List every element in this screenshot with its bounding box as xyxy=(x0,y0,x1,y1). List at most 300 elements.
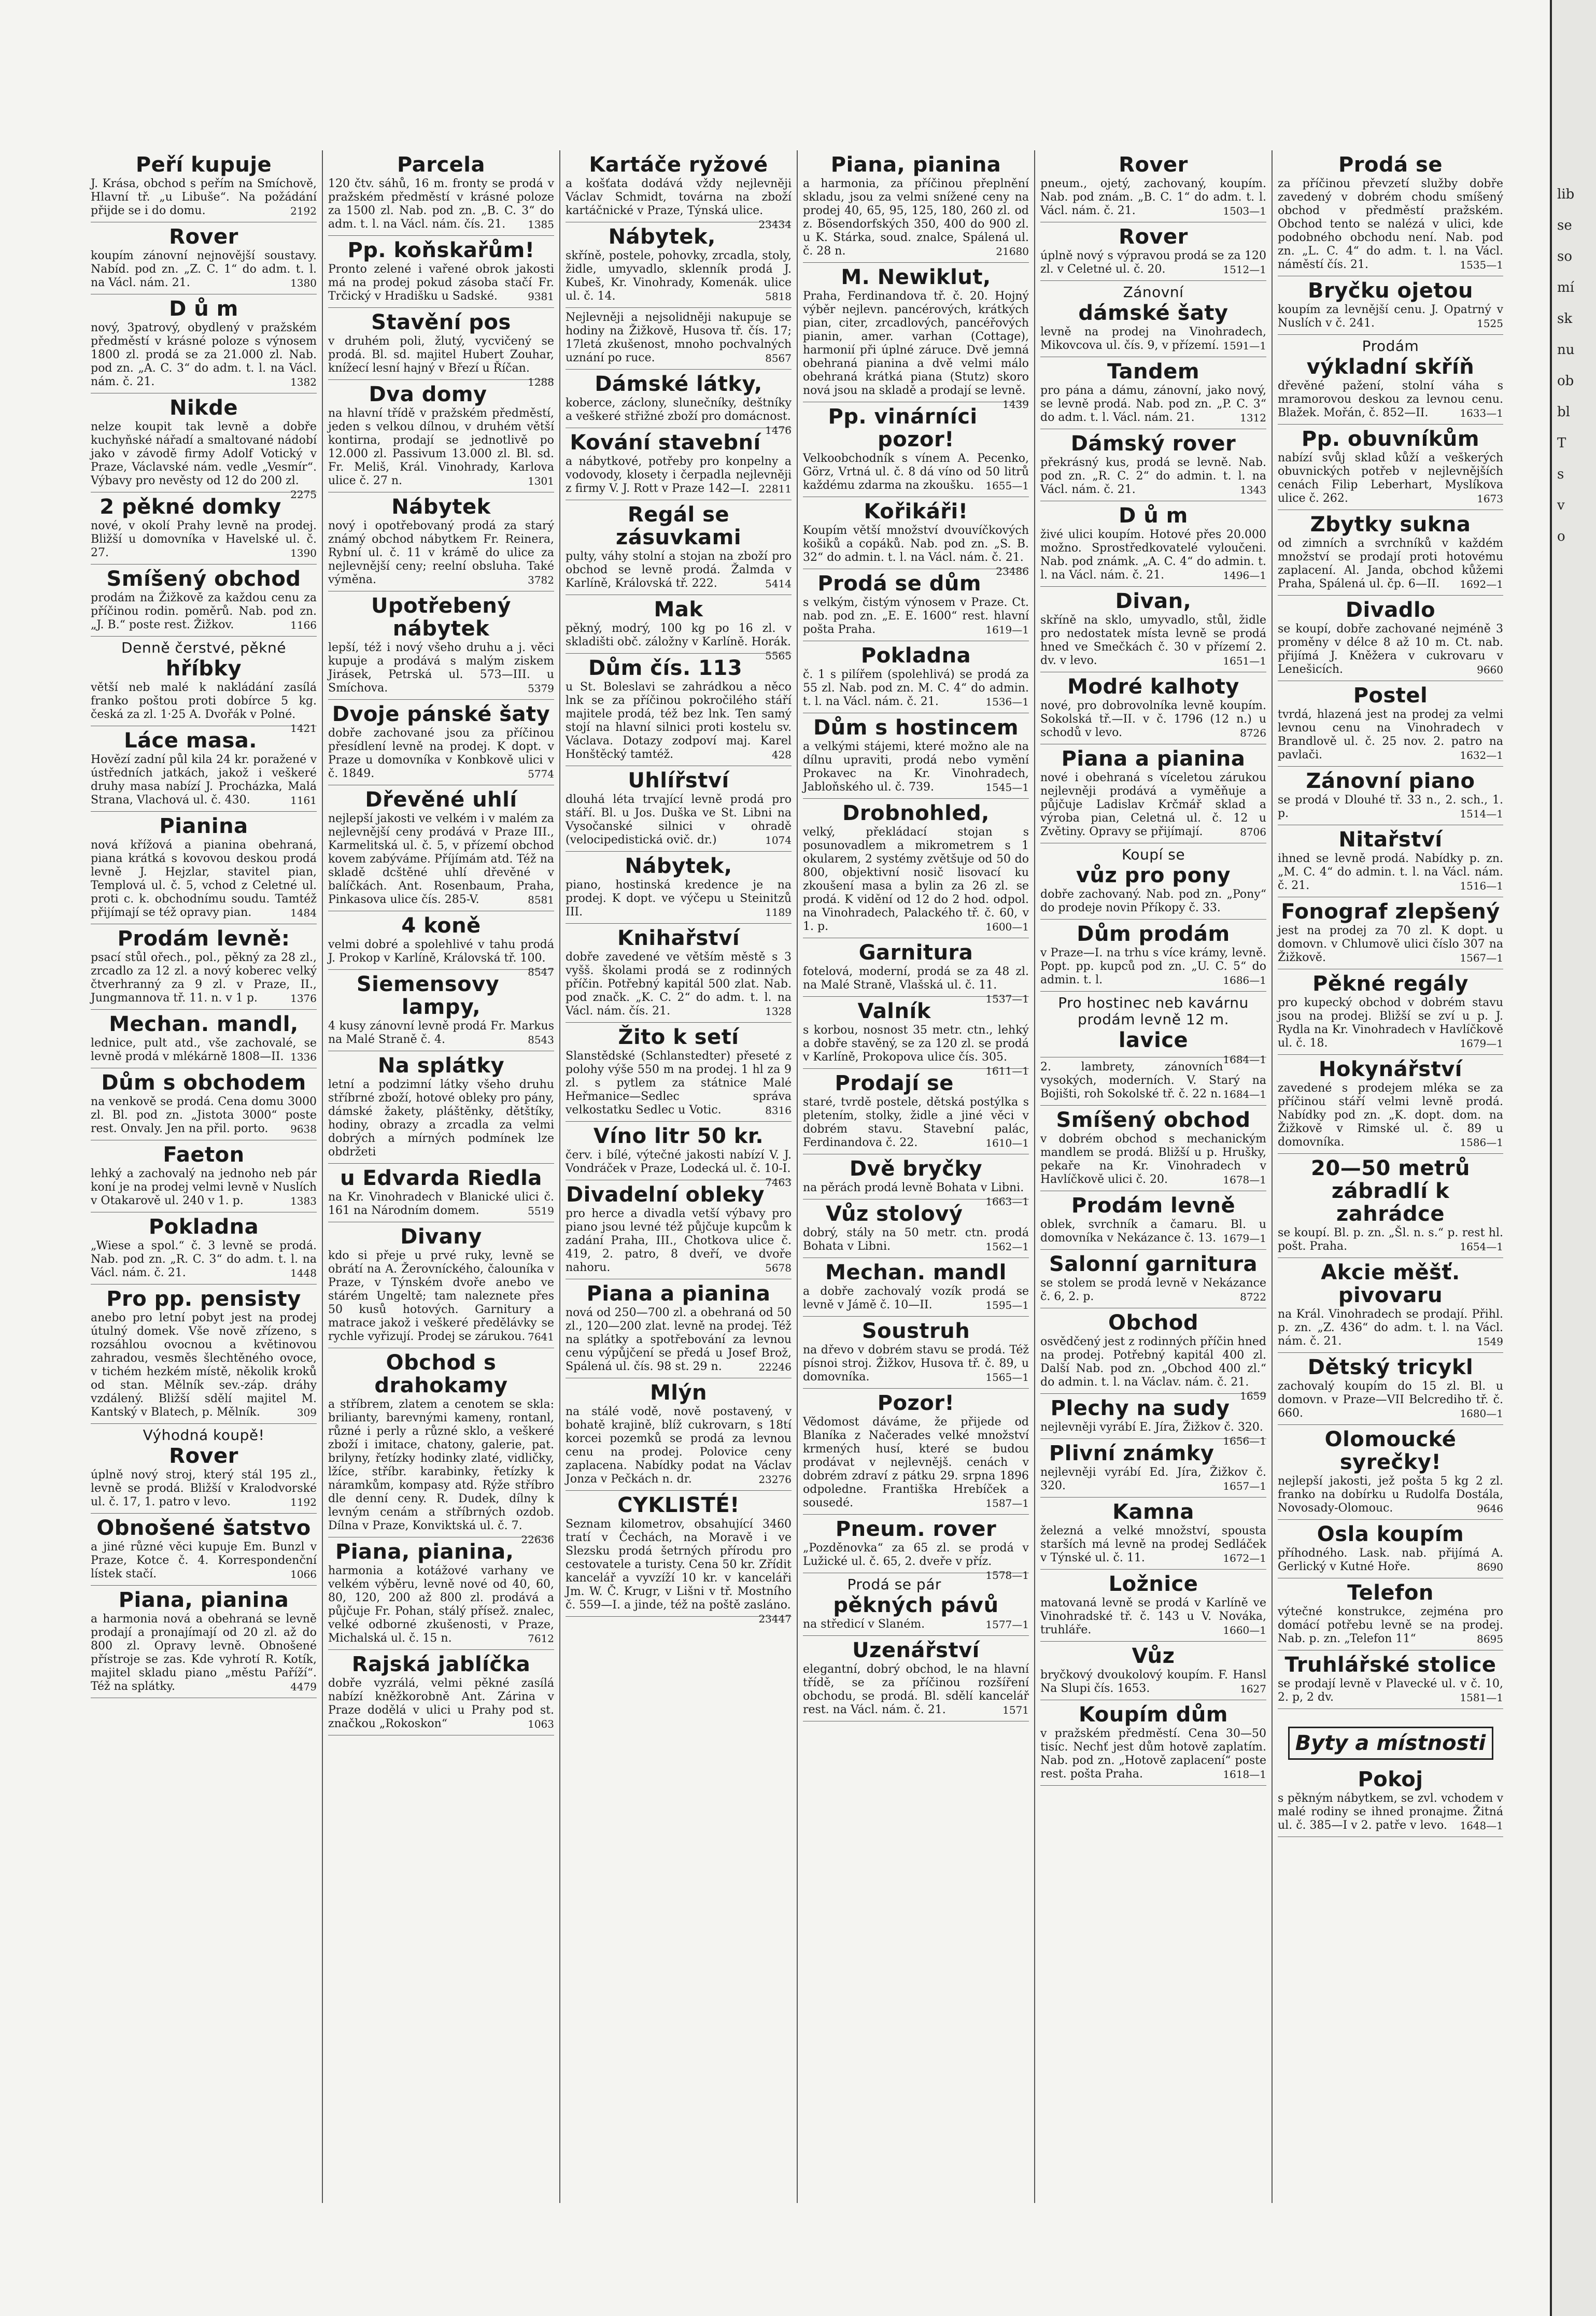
ad-code: 1537—1 xyxy=(985,993,1029,1005)
ad-title: Pokladna xyxy=(860,644,971,668)
ad-code: 1535—1 xyxy=(1460,259,1503,271)
classified-ad xyxy=(803,1515,1029,1581)
ad-title: Osla koupím xyxy=(1317,1522,1464,1546)
classified-ad xyxy=(1278,825,1503,897)
ad-title: Garnitura xyxy=(858,941,973,965)
ad-code: 8695 xyxy=(1477,1633,1503,1645)
ad-text: piano, hostinská kredence je na prodej. K dopt. ve výčepu u Steinitzů III. 1189 xyxy=(566,879,792,919)
ad-title: Faeton xyxy=(163,1143,245,1167)
ad-text: u St. Boleslavi se zahrádkou a něco lnk se za příčinou pokročilého stáří majitele prodá, též bez lnk. Ten samý stojí na hlavní silnici proti kostelu sv. Václava. Dotazy zodpoví maj. Karel Honštěcký tamtéž. 428 xyxy=(566,681,792,761)
ad-title: Obnošené šatstvo xyxy=(96,1516,311,1540)
ad-text: a velkými stájemi, které možno ale na dílnu upraviti, prodá nebo vymění Prokavec na Kr. Vinohradech, Jabloňského ul. č. 739. 1545—1 xyxy=(803,740,1029,794)
ad-title: vůz pro pony xyxy=(1076,864,1231,887)
classified-ad xyxy=(803,1573,1029,1636)
ad-title: 20—50 metrů zábradlí k zahrádce xyxy=(1311,1156,1470,1226)
ad-title: Prodá se xyxy=(1338,153,1443,177)
classified-ad xyxy=(1040,672,1266,744)
ad-title: Dům s obchodem xyxy=(101,1071,306,1095)
classified-ad xyxy=(803,1258,1029,1317)
classified-ad xyxy=(91,1140,317,1212)
classified-ad xyxy=(1278,1055,1503,1154)
ad-text: od zimních a svrchníků v každém množství se prodají proti hotovému zaplacení. Al. Janda, obchod kůžemi Praha, Spálená ul. čp. 6—II. 1692—1 xyxy=(1278,537,1503,590)
ad-text: zachovalý koupím do 15 zl. Bl. u domovn. v Praze—VII Belcrediho tř. č. 660. 1680—1 xyxy=(1278,1380,1503,1420)
ad-title: Dům s hostincem xyxy=(813,716,1019,740)
ad-title: Uzenářství xyxy=(852,1639,980,1662)
classified-ad xyxy=(566,924,792,1023)
ad-text: a jiné různé věci kupuje Em. Bunzl v Praze, Kotce č. 4. Korrespondenční lístek stačí. 1066 xyxy=(91,1541,317,1580)
classified-ad xyxy=(1040,501,1266,587)
ad-text: červ. i bílé, výtečné jakosti nabízí V. J. Vondráček v Praze, Lodecká ul. č. 10-I. 7463 xyxy=(566,1149,792,1189)
classified-ad xyxy=(1278,1353,1503,1425)
ad-text: jest na prodej za 70 zl. K dopt. u domovn. v Chlumově ulici číslo 307 na Žižkově. 1567—1 xyxy=(1278,924,1503,964)
classified-ad xyxy=(91,1068,317,1140)
classified-ad xyxy=(91,1424,317,1514)
classified-ad xyxy=(328,1348,554,1546)
ad-code: 8567 xyxy=(765,352,792,364)
classified-ad xyxy=(91,222,317,294)
ad-code: 1610—1 xyxy=(985,1137,1029,1149)
classified-ad xyxy=(803,402,1029,497)
ad-title: Pro pp. pensisty xyxy=(106,1287,301,1311)
ad-text: Seznam kilometrov, obsahující 3460 tratí v Čechách, na Moravě i ve Slezsku prodá šetrných přírodu pro cestovatele a turisty. Cena 50 kr. Zřídit kancelář a vyvzíží 10 kr. v kanceláři Jm. W. Č. Krugr, v Lišni v tř. Mostního č. 559—I. a jinde, též na poště zasláno. 23447 xyxy=(566,1518,792,1625)
ad-text: pro kupecký obchod v dobrém stavu jsou na prodej. Bližší se zví u p. J. Rydla na Kr. Vinohradech v Havlíčkově ul. č. 18. 1679—1 xyxy=(1278,996,1503,1050)
classified-ad xyxy=(1278,510,1503,596)
ad-title: Zánovní piano xyxy=(1306,769,1475,793)
classified-ad xyxy=(91,924,317,1010)
ad-text: nová od 250—700 zl. a obehraná od 50 zl., 120—200 zlat. levně na prodej. Též na splátky a spotřebování za levnou cenu výpůjčení se předá u Josef Brož, Spálená ul. čís. 98 st. 29 n. 22246 xyxy=(566,1306,792,1373)
ad-title: Prodají se xyxy=(835,1071,954,1095)
classified-ad xyxy=(328,1537,554,1650)
classified-ad xyxy=(1278,150,1503,276)
ad-text: velmi dobré a spolehlivé v tahu prodá J. Prokop v Karlíně, Královská tř. 100. 8547 xyxy=(328,938,554,978)
ad-text: nové, v okolí Prahy levně na prodej. Bližší u domovníka v Havelské ul. č. 27. 1390 xyxy=(91,519,317,559)
classified-ad xyxy=(1278,1258,1503,1353)
ad-text: lepší, též i nový všeho druhu a j. věci kupuje a prodává s malým ziskem Jirásek, Petrská ul. 573—III. u Smíchova. 5379 xyxy=(328,641,554,695)
ad-pretitle: Zánovní xyxy=(1123,284,1184,301)
classified-ad xyxy=(566,1279,792,1378)
column-5 xyxy=(1035,150,1273,2203)
ad-code: 5379 xyxy=(528,682,554,695)
ad-title: Valník xyxy=(857,999,931,1023)
ad-code: 8543 xyxy=(528,1034,554,1046)
ad-code: 1288 xyxy=(528,376,554,388)
classified-ad xyxy=(566,222,792,308)
ad-code: 2192 xyxy=(290,205,317,217)
ad-code: 1439 xyxy=(1002,398,1029,411)
ad-title: Dvě bryčky xyxy=(849,1157,983,1181)
ad-code: 22246 xyxy=(758,1361,792,1373)
ad-text: úplně nový stroj, který stál 195 zl., levně se prodá. Bližší v Kralodvorské ul. č. 17, 1. patro v levo. 1192 xyxy=(91,1468,317,1508)
ad-code: 1655—1 xyxy=(985,479,1029,492)
ad-code: 1633—1 xyxy=(1460,407,1503,419)
classified-ad xyxy=(566,1180,792,1279)
ad-text: Koupím větší množství dvouvíčkových košiků a copáků. Nab. pod zn. „S. B. 32“ do admin. t. l. na Václ. nám. č. 21. 23486 xyxy=(803,524,1029,577)
ad-text: s velkým, čistým výnosem v Praze. Ct. nab. pod zn. „E. E. 1600“ rest. hlavní pošta Praha. 1619—1 xyxy=(803,596,1029,636)
ad-code: 23276 xyxy=(758,1473,792,1486)
ad-text: a košťata dodává vždy nejlevněji Václav Schmidt, továrna na zboží kartáčnické v Praze, Týnská ulice. 23434 xyxy=(566,177,792,231)
classified-ad xyxy=(328,970,554,1051)
ad-text: v dobrém obchod s mechanickým mandlem se prodá. Bližší u p. Hrušky, pekaře na Kr. Vinohradech v Havlíčkově ulici č. 20. 1678—1 xyxy=(1040,1133,1266,1186)
classified-ad xyxy=(91,1586,317,1698)
ad-title: Peří kupuje xyxy=(135,153,272,177)
edge-text-fragment: sk xyxy=(1557,311,1573,327)
ad-text: nabízí svůj sklad kůží a veškerých obuvnických potřeb v nejlevnějších cenách Filip Leberhart, Myslíkova ulice č. 262. 1673 xyxy=(1278,451,1503,505)
ad-title: hříbky xyxy=(165,657,242,681)
ad-text: a stříbrem, zlatem a cenotem se skla: brilianty, barevnými kameny, rontanl, různé i perly a různé sklo, a veškeré zboží i imitace, chatony, galerie, pat. brilyny, řetízky hodinky zlaté, vidličky, lžíce, stříbr. karabinky, řetízky k náramkům, kompasy atd. Rýže stříbro dle denní ceny. R. Dudek, dílny k levným cenám a stříbrných ozdob. Dílna v Praze, Konviktská ul. č. 7. 22636 xyxy=(328,1398,554,1546)
ad-text: a harmonia, za příčinou přeplnění skladu, jsou za velmi snížené ceny na prodej 40, 65, 95, 125, 180, 260 zl. od z. Bösendorfských 350, 400 do 900 zl. u K. Stárka, soud. znalce, Spálená ul. č. 28 n. 21680 xyxy=(803,177,1029,258)
classified-ad xyxy=(1040,1250,1266,1308)
ad-text: se koupí, dobře zachované nejméně 3 proměny v délce 8 až 10 m. Ct. nab. přijímá J. Kněžera v cukrovaru v Lenešicích. 9660 xyxy=(1278,623,1503,676)
ad-text: v pražském předměstí. Cena 30—50 tisíc. Nechť jest dům hotově zaplatím. Nab. pod zn. „Hotově zaplacení“ poste rest. pošta Praha. 1618—1 xyxy=(1040,1727,1266,1781)
ad-title: Koupím dům xyxy=(1079,1703,1228,1727)
classified-ad xyxy=(566,150,792,231)
ad-title: Nábytek, xyxy=(625,854,732,878)
ad-code: 22636 xyxy=(521,1533,554,1546)
ad-text: a dobře zachovalý vozík prodá se levně v Jámě č. 10—II. 1595—1 xyxy=(803,1285,1029,1311)
ad-text: Hovězí zadní půl kila 24 kr. poražené v ústředních jatkách, jakož i veškeré druhy masa nabízí J. Procházka, Malá Strana, Vlachová ul. č. 430. 1161 xyxy=(91,753,317,807)
ad-text: anebo pro letní pobyt jest na prodej útulný domek. Vše nově zřízeno, s rozsáhlou ovocnou a květinovou zahradou, vesměs šlechtěného ovoce, v tichém hezkém místě, několik kroků od stan. Mělník sev.-záp. dráhy vzdálený. Bližší sdělí majitel M. Kantský v Blatech, p. Mělník. 309 xyxy=(91,1311,317,1419)
ad-text: J. Krása, obchod s peřím na Smíchově, Hlavní tř. „u Libuše“. Na požádání přijde se i do domu. 2192 xyxy=(91,177,317,217)
classified-ad xyxy=(328,785,554,911)
ad-title: Salonní garnitura xyxy=(1049,1252,1258,1276)
ad-text: koberce, záclony, slunečníky, deštníky a veškeré střižné zboží pro domácnost. 1476 xyxy=(566,397,792,436)
classified-ad xyxy=(566,852,792,924)
ad-title: Piana, pianina xyxy=(118,1588,289,1612)
ad-text: pěkný, modrý, 100 kg po 16 zl. v skladišti obč. záložny v Karlíně. Horák. 5565 xyxy=(566,622,792,662)
ad-text: lehký a zachovalý na jednoho neb pár koní je na prodej velmi levně v Nuslích v Otakarově ul. 240 v 1. p. 1383 xyxy=(91,1167,317,1207)
ad-title: Na splátky xyxy=(377,1054,505,1078)
ad-title: Tandem xyxy=(1107,360,1200,384)
ad-title: Piana, pianina, xyxy=(335,1540,514,1564)
ad-text: pro herce a divadla vetší výbavy pro piano jsou levné též půjčuje kupcům k zadání Praha, III., Chotkova ulice č. 419, 2. patro, 8 dveří, ve dvoře nahoru. 5678 xyxy=(566,1207,792,1274)
classified-ad xyxy=(803,1154,1029,1208)
classified-ad xyxy=(328,1650,554,1735)
ad-title: Pneum. rover xyxy=(835,1517,997,1541)
ad-title: Pianina xyxy=(159,814,248,838)
ad-code: 8722 xyxy=(1240,1291,1266,1303)
ad-text: dobře zachovaný. Nab. pod zn. „Pony“ do prodeje novin Příkopy č. 33. xyxy=(1040,888,1266,914)
ad-code: 1679—1 xyxy=(1223,1232,1266,1245)
classified-ad xyxy=(328,150,554,236)
ad-title: Dětský tricykl xyxy=(1307,1355,1474,1379)
ad-title: Prodá se dům xyxy=(817,572,982,596)
classified-ad xyxy=(1278,767,1503,825)
ad-title: lavice xyxy=(1118,1028,1189,1052)
ad-title: Rover xyxy=(1119,225,1188,249)
ad-code: 1619—1 xyxy=(985,624,1029,636)
ad-text: na pěrách prodá levně Bohata v Libni. 1663—1 xyxy=(803,1181,1029,1208)
classified-ad xyxy=(1040,920,1266,992)
ad-code: 4479 xyxy=(290,1680,317,1693)
classified-ad xyxy=(566,1122,792,1189)
classified-ad xyxy=(328,591,554,700)
ad-title: D ů m xyxy=(1119,504,1188,528)
ad-code: 1578—1 xyxy=(985,1569,1029,1581)
ad-code: 1380 xyxy=(290,277,317,289)
ad-title: Plivní známky xyxy=(1049,1442,1214,1465)
ad-text: letní a podzimní látky všeho druhu stříbrné zboží, hotové obleky pro pány, dámské žakety, pláštěnky, dětštíky, hodiny, obrazy a zrcadla za velmi dobrých a mírných podmínek lze obdržeti xyxy=(328,1078,554,1159)
ad-code: 8726 xyxy=(1240,727,1266,739)
ad-code: 5565 xyxy=(765,649,792,662)
column-4 xyxy=(798,150,1035,2203)
ad-title: Divadlo xyxy=(1345,598,1436,622)
column-6 xyxy=(1273,150,1508,2203)
ad-text: dobrý, stály na 50 metr. ctn. prodá Bohata v Libni. 1562—1 xyxy=(803,1226,1029,1253)
ad-title: Zbytky sukna xyxy=(1310,513,1471,536)
classified-ad xyxy=(1040,1308,1266,1402)
ad-text: skříně, postele, pohovky, zrcadla, stoly, židle, umyvadlo, sklenník prodá J. Kubeš, Kr. Vinohrady, Komenák. ulice ul. č. 14. 5818 xyxy=(566,249,792,303)
classified-ad xyxy=(566,428,792,500)
ad-title: D ů m xyxy=(169,297,238,321)
ad-title: Piana a pianina xyxy=(586,1282,771,1306)
ad-code: 1686—1 xyxy=(1223,974,1266,986)
ad-pretitle: Koupí se xyxy=(1121,846,1185,863)
ad-code: 1679—1 xyxy=(1460,1037,1503,1050)
classified-ad xyxy=(803,1317,1029,1389)
ad-title: Pp. vinárníci pozor! xyxy=(828,405,978,451)
ad-code: 1448 xyxy=(290,1267,317,1279)
ad-title: Dřevěné uhlí xyxy=(365,788,517,812)
ad-code: 1618—1 xyxy=(1223,1768,1266,1781)
classified-ad xyxy=(1040,1570,1266,1642)
ad-code: 1567—1 xyxy=(1460,952,1503,964)
ad-text: na Král. Vinohradech se prodají. Přihl. p. zn. „Z. 436“ do adm. t. l. na Václ. nám. č. 21. 1549 xyxy=(1278,1308,1503,1348)
ad-title: 4 koně xyxy=(401,914,481,938)
ad-pretitle: Pro hostinec neb kavárnu prodám levně 12 m. xyxy=(1058,994,1249,1028)
ad-text: a harmonia nová a obehraná se levně prodají a pronajímají od 20 zl. až do 800 zl. Opravy levně. Obnošené přístroje se zas. Kde vyhrotí R. Kotík, majitel skladu piano „městu Paříží“. Též na splátky. 4479 xyxy=(91,1613,317,1693)
ad-code: 1562—1 xyxy=(985,1240,1029,1253)
column-2 xyxy=(323,150,560,2203)
ad-code: 1659 xyxy=(1240,1390,1266,1402)
ad-code: 1648—1 xyxy=(1460,1819,1503,1832)
ad-code: 1536—1 xyxy=(985,696,1029,708)
ad-code: 5414 xyxy=(765,577,792,590)
ad-code: 1385 xyxy=(528,218,554,231)
classified-ad xyxy=(803,150,1029,263)
ad-code: 1684—1 xyxy=(1223,1088,1266,1100)
ad-title: Parcela xyxy=(397,153,485,177)
classified-ad xyxy=(1040,281,1266,357)
ad-code: 8690 xyxy=(1477,1561,1503,1573)
edge-text-fragment: v xyxy=(1557,498,1565,513)
classified-ad xyxy=(803,569,1029,641)
classified-ad xyxy=(328,1164,554,1222)
classified-ad xyxy=(803,713,1029,799)
ad-title: Knihařství xyxy=(617,926,740,950)
ad-text: se koupí. Bl. p. zn. „Šl. n. s.“ p. rest hl. pošt. Praha. 1654—1 xyxy=(1278,1226,1503,1253)
classified-ad xyxy=(1040,1642,1266,1700)
ad-code: 1192 xyxy=(290,1496,317,1508)
classified-ad xyxy=(566,1491,792,1625)
ad-text: nelze koupit tak levně a dobře kuchyňské nářadí a smaltované nádobí jako v závodě firmy Adolf Votický v Praze, Václavské nám. vedle „Vesmír“. Výbavy pro nevěsty od 12 do 200 zl. 2275 xyxy=(91,420,317,501)
edge-text-fragment: mí xyxy=(1557,280,1574,295)
edge-text-fragment: bl xyxy=(1557,404,1570,420)
classified-ad xyxy=(1278,1650,1503,1709)
ad-title: Uhlířství xyxy=(628,769,729,793)
classified-ad xyxy=(1040,357,1266,429)
ad-code: 1673 xyxy=(1477,492,1503,505)
ad-title: M. Newiklut, xyxy=(841,265,991,289)
ad-code: 23447 xyxy=(758,1613,792,1625)
ad-text: za příčinou převzetí služby dobře zavedený v dobrém chodu smíšený obchod v předměstí pražském. Obchod tento se nalézá v ulici, kde podobného obchodu není. Nab. pod zn. „L. C. 4“ do adm. t. l. na Václ. náměstí čís. 21. 1535—1 xyxy=(1278,177,1503,271)
ad-code: 1301 xyxy=(528,475,554,487)
edge-text-fragment: so xyxy=(1557,249,1572,264)
classified-ad xyxy=(91,492,317,564)
ad-code: 1376 xyxy=(290,992,317,1005)
classified-ad xyxy=(91,1010,317,1068)
ad-code: 8316 xyxy=(765,1104,792,1117)
ad-text: na Kr. Vinohradech v Blanické ulici č. 161 na Národním domem. 5519 xyxy=(328,1191,554,1217)
ad-text: elegantní, dobrý obchod, le na hlavní třídě, se za příčinou rozšíření obchodu, se prodá. Bl. sdělí kancelář rest. na Václ. nám. č. 21. 1571 xyxy=(803,1663,1029,1716)
ad-pretitle: Denně čerstvé, pěkné xyxy=(121,639,286,656)
classified-ad xyxy=(91,1514,317,1586)
ad-text: dobře vyzrálá, velmi pěkné zasílá nabízí kněžkorobně Ant. Zárina v Praze dodělá v ulici u Prahy pod st. značkou „Rokoskon“ 1063 xyxy=(328,1677,554,1730)
ad-text: Velkoobchodník s vínem A. Pecenko, Görz, Vrtná ul. č. 8 dá víno od 50 litrů každému zdarma na zkoušku. 1655—1 xyxy=(803,452,1029,492)
classified-ad xyxy=(1278,1520,1503,1578)
ad-title: CYKLISTÉ! xyxy=(617,1493,740,1517)
ad-text: nejlevněji vyrábí E. Jíra, Žižkov č. 320. 1656—1 xyxy=(1040,1421,1266,1447)
ad-title: Vůz xyxy=(1132,1644,1175,1668)
classified-ad xyxy=(803,938,1029,1005)
ad-text: Nejlevněji a nejsolidněji nakupuje se hodiny na Žižkově, Husova tř. čís. 17; 17letá zkušenost, mnoho pochvalných uznání po ruce. 8567 xyxy=(566,311,792,364)
ad-code: 309 xyxy=(296,1406,317,1419)
ad-text: Pronto zelené i vařené obrok jakosti má na prodej pokud zásoba stačí Fr. Trčický v Hradišku u Sadské. 9381 xyxy=(328,263,554,303)
classified-ad xyxy=(1040,1498,1266,1570)
classified-ad xyxy=(1040,587,1266,672)
ad-code: 1684—1 xyxy=(1223,1053,1266,1066)
classified-ad xyxy=(566,308,792,370)
ad-text: úplně nový s výpravou prodá se za 120 zl. v Celetné ul. č. 20. 1512—1 xyxy=(1040,249,1266,276)
ad-text: „Wiese a spol.“ č. 3 levně se prodá. Nab. pod zn. „R. C. 3“ do adm. t. l. na Václ. nám. č. 21. 1448 xyxy=(91,1239,317,1279)
ad-text: osvědčený jest z rodinných příčin hned na prodej. Potřebný kapitál 400 zl. Další Nab. pod zn. „Obchod 400 zl.“ do admin. t. l. na Václav. nám. č. 21. 1659 xyxy=(1040,1335,1266,1402)
ad-title: Drobnohled, xyxy=(842,801,990,825)
classified-ad xyxy=(1278,335,1503,425)
ad-code: 1549 xyxy=(1477,1335,1503,1348)
classified-ad xyxy=(328,308,554,388)
ad-code: 1476 xyxy=(765,424,792,436)
classified-ad xyxy=(803,263,1029,411)
ad-text: v druhém poli, žlutý, vycvičený se prodá. Bl. sd. majitel Hubert Zouhar, knížecí lesní hajný v Březí u Říčan. 1288 xyxy=(328,335,554,388)
ad-text: Slanstědské (Schlanstedter) přeseté z polohy výše 550 m na prodej. 1 hl za 9 zl. s pytlem za státnice Malé Heřmanice—Sedlec správa velkostatku Sedlec u Votic. 8316 xyxy=(566,1050,792,1117)
ad-title: Regál se zásuvkami xyxy=(615,503,742,549)
ad-code: 1586—1 xyxy=(1460,1136,1503,1149)
ad-code: 21680 xyxy=(996,245,1029,258)
ad-code: 7641 xyxy=(528,1331,554,1343)
classified-ad xyxy=(1040,1394,1266,1447)
ad-text: harmonia a kotážové varhany ve velkém výběru, levně nové od 40, 60, 80, 120, 200 až 800 zl. prodává a půjčuje Fr. Pohan, stálý přísež. znalec, velké odborné zkušenosti, v Praze, Michalská ul. č. 15 n. 7612 xyxy=(328,1564,554,1645)
classified-ad xyxy=(1278,897,1503,969)
classified-ad xyxy=(1278,596,1503,681)
ad-code: 1074 xyxy=(765,834,792,846)
section-heading: Byty a místnosti xyxy=(1288,1727,1493,1760)
edge-text-fragment: lib xyxy=(1557,187,1575,202)
ad-text: na stálé vodě, nově postavený, v bohatě krajině, blíž cukrovarn, s 18tí korcei pozemků se prodá za levnou cenu na prodej. Polovice ceny zaplacena. Nabídky podat na Václav Jonza v Pečkách n. dr. 23276 xyxy=(566,1405,792,1486)
classified-ad xyxy=(803,1636,1029,1721)
ad-code: 1581—1 xyxy=(1460,1691,1503,1704)
ad-text: matovaná levně se prodá v Karlíně ve Vinohradské tř. č. 143 u V. Nováka, truhláře. 1660—1 xyxy=(1040,1597,1266,1636)
ad-title: Divadelní obleky xyxy=(566,1183,765,1207)
ad-title: Nitařství xyxy=(1338,828,1443,852)
classified-ad xyxy=(328,911,554,978)
classified-ad xyxy=(91,726,317,812)
ad-title: Fonograf zlepšený xyxy=(1281,900,1500,924)
classified-ad xyxy=(1278,1425,1503,1520)
edge-text-fragment: ob xyxy=(1557,373,1574,389)
classified-ad xyxy=(91,637,317,735)
ad-code: 5818 xyxy=(765,290,792,303)
ad-text: nový, 3patrový, obydlený v pražském předměstí v krásné poloze s výnosem 1800 zl. prodá se za 21.000 zl. Nab. pod zn. „A. C. 3“ do adm. t. l. na Václ. nám. č. 21. 1382 xyxy=(91,321,317,388)
ad-code: 1627 xyxy=(1240,1683,1266,1695)
ad-text: v Praze—I. na trhu s více krámy, levně. Popt. pp. kupců pod zn. „U. C. 5“ do admin. t. l. 1686—1 xyxy=(1040,947,1266,986)
ad-text: a nábytkové, potřeby pro konpelny a vodovody, klosety i čerpadla nejlevněji z firmy V. J. Rott v Praze 142—I. 22811 xyxy=(566,455,792,495)
ad-code: 2275 xyxy=(290,488,317,501)
classified-ad xyxy=(91,294,317,393)
ad-title: Piana a pianina xyxy=(1061,747,1246,771)
ad-text: ihned se levně prodá. Nabídky p. zn. „M. C. 4“ do admin. t. l. na Václ. nám. č. 21. 1516—1 xyxy=(1278,852,1503,892)
classified-ad xyxy=(1040,744,1266,843)
ad-text: pneum., ojetý, zachovaný, koupím. Nab. pod znám. „B. C. 1“ do adm. t. l. Václ. nám. č. 21. 1503—1 xyxy=(1040,177,1266,217)
ad-text: bryčkový dvoukolový koupím. F. Hansl Na Slupi čís. 1653. 1627 xyxy=(1040,1669,1266,1695)
ad-code: 1390 xyxy=(290,547,317,559)
ad-text: 120 čtv. sáhů, 16 m. fronty se prodá v pražském předměstí v krásné poloze za 1500 zl. Nab. pod zn. „B. C. 3“ do adm. t. l. na Václ. nám. čís. 21. 1385 xyxy=(328,177,554,231)
ad-text: Praha, Ferdinandova tř. č. 20. Hojný výběr nejlevn. pancérových, krátkých pian, citer, zrcadlových, pancéřových pianin, amer. varhan (Cottage), harmonií při úplné záruce. Dvě jemná obehraná pianina a dvě velmi málo obehraná krátká piana (Stutz) skoro nová jsou na skladě a prodají se levně. 1439 xyxy=(803,290,1029,411)
classified-ad xyxy=(1278,276,1503,335)
ad-code: 1678—1 xyxy=(1223,1174,1266,1186)
ad-title: Rajská jablíčka xyxy=(351,1653,531,1676)
ad-code: 1063 xyxy=(528,1718,554,1730)
ad-code: 1663—1 xyxy=(985,1195,1029,1208)
ad-code: 1484 xyxy=(290,907,317,919)
ad-text: se prodají levně v Plavecké ul. v č. 10, 2. p, 2 dv. 1581—1 xyxy=(1278,1677,1503,1704)
ad-code: 1503—1 xyxy=(1223,205,1266,217)
ad-code: 1600—1 xyxy=(985,921,1029,933)
ad-code: 1343 xyxy=(1240,484,1266,496)
ad-title: Mlýn xyxy=(649,1381,708,1405)
ad-title: Soustruh xyxy=(861,1319,970,1343)
ad-text: nová křížová a pianina obehraná, piana krátká s kovovou deskou prodá levně J. Hejzlar, stavitel pian, Templová ul. č. 5, vchod z Celetné ul. proti c. k. obchodnímu soudu. Tamtéž přijímají se též opravy pian. 1484 xyxy=(91,839,317,919)
classified-ad xyxy=(566,766,792,852)
classified-ad xyxy=(1278,1765,1503,1837)
classified-ad xyxy=(1040,1700,1266,1786)
ad-text: se prodá v Dlouhé tř. 33 n., 2. sch., 1. p. 1514—1 xyxy=(1278,794,1503,820)
classified-ad xyxy=(566,595,792,662)
classified-ad xyxy=(1040,150,1266,222)
ad-code: 1591—1 xyxy=(1223,340,1266,352)
ad-title: Láce masa. xyxy=(124,729,257,753)
ad-code: 3782 xyxy=(528,574,554,586)
ad-code: 1657—1 xyxy=(1223,1480,1266,1492)
ad-title: Dům prodám xyxy=(1077,922,1230,946)
ad-title: Kamna xyxy=(1112,1500,1194,1524)
ad-title: Siemensovy lampy, xyxy=(356,972,500,1019)
classified-ad xyxy=(91,1284,317,1424)
ad-text: Vědomost dáváme, že přijede od Blaníka z Načerades velké množství krmených husí, které se budou prodávat v nejlevnějš. cenách v dobrém zdraví z pátku 29. srpna 1896 odpoledne. Františka Hrebíček a sousedé. 1587—1 xyxy=(803,1416,1029,1509)
ad-title: Nikde xyxy=(169,396,238,420)
ad-title: Pp. obuvníkům xyxy=(1301,427,1480,451)
ad-title: Dům čís. 113 xyxy=(588,656,743,680)
classified-ad xyxy=(566,500,792,595)
ad-title: Mechan. mandl xyxy=(825,1261,1007,1284)
classified-ad xyxy=(1278,1154,1503,1258)
classified-ad xyxy=(328,380,554,492)
ad-text: skříně na sklo, umyvadlo, stůl, židle pro nedostatek místa levně se prodá hned ve Smečkách č. 30 v přízemí 2. dv. v levo. 1651—1 xyxy=(1040,614,1266,667)
ad-text: na hlavní třídě v pražském předměstí, jeden s velkou dílnou, v druhém větší kontirna, prodají se jednotlivě po 12.000 zl. Passivum 13.000 zl. Bl. sd. Fr. Meliš, Král. Vinohrady, Karlova ulice č. 27 n. 1301 xyxy=(328,407,554,487)
classified-ad xyxy=(328,700,554,785)
ad-code: 22811 xyxy=(758,483,792,495)
ad-title: Nábytek xyxy=(391,495,491,519)
ad-text: nový i opotřebovaný prodá za starý známý obchod nábytkem Fr. Reinera, Rybní ul. č. 11 v krámě do ulice za nejlevnější ceny; reelní obsluha. Také výměna. 3782 xyxy=(328,519,554,586)
ad-title: Akcie měšť. pivovaru xyxy=(1321,1261,1460,1307)
